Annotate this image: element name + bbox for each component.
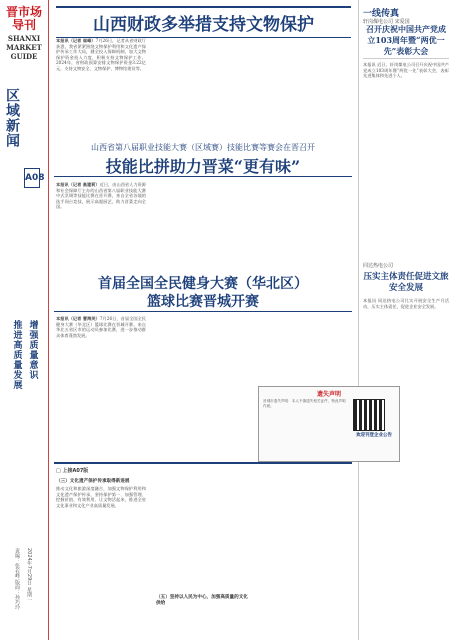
right-column (358, 0, 450, 640)
issue-date: 2024年7月29日 星期一 (26, 548, 32, 602)
item1-body: 本报讯 近日，轩岗煤电公司召开庆祝中国共产党成立103周年暨“两优一先”表彰大会，表彰先进集体和先进个人。 (363, 62, 449, 79)
slogan-line: 推进高质量发展 (11, 320, 22, 390)
main-column (50, 0, 355, 640)
article1-title: 山西财政多举措支持文物保护 (56, 6, 351, 38)
article3-text: 7月26日，首届全国全民健身大赛（华北区）篮球比赛在晋城开赛。来自华北五省区市的运动员参加比赛，进一步推动群众体育蓬勃发展。 (56, 316, 146, 338)
article1-text: 7月26日，记者从省财政厅获悉，我省紧紧围绕文物保护利用和文化遗产保护传承工作大局，健全投入保障机制，加大文物保护资金投入力度，积极支持文物保护工作。2024年，省财政预算安排文物保护资金3.22亿元，支持文物安全、文物保护、博物馆建设等。 (56, 38, 146, 71)
editor-credit: 责编：张若峰 版面：孙巧玲 (14, 548, 20, 610)
divider (54, 311, 352, 312)
page-number: A08 (24, 168, 40, 188)
article3-title-line1: 首届全国全民健身大赛（华北区） (98, 276, 308, 292)
article2-subtitle: 山西省第八届职业技能大赛（区域赛）技能比赛等赛会在晋召开 (91, 143, 315, 152)
item2-body: 本报讯 同达热电公司扎实开展安全生产月活动，压实主体责任，促进企业安全发展。 (363, 298, 449, 309)
article2-byline: 本报讯（记者 高建莉） (56, 182, 100, 187)
column-tag: 一线传真 (363, 9, 400, 19)
article2-title: 技能比拼助力晋菜“更有味” (105, 157, 301, 176)
divider (54, 176, 352, 177)
article4-subhead: （五）坚持以人民为中心，加强高质量的文化供给 (156, 595, 248, 606)
section-title: 区域新闻 (4, 88, 20, 148)
left-sidebar (0, 0, 49, 640)
ad-heading: 遗失声明 (316, 391, 341, 398)
item1-title: 召开庆祝中国共产党成立103周年暨“两优一先”表彰大会 (366, 24, 446, 56)
article3-title-line2: 篮球比赛晋城开赛 (147, 294, 259, 310)
qr-code-icon (353, 399, 385, 431)
article2-text: 近日，由山西省人力资源和社会保障厅主办的山西省第八届职业技能大赛中式烹调等技能比赛在晋开赛，来自全省各地的选手同台竞技，展示高超厨艺，助力晋菜走向全国。 (56, 182, 146, 210)
divider (363, 58, 449, 59)
slogan-line: 增强质量意识 (27, 320, 38, 380)
article2-body (56, 182, 146, 266)
divider (54, 462, 352, 464)
item2-source: 同达热电公司 (363, 263, 394, 269)
masthead-sub: SHANXI MARKET GUIDE (6, 34, 42, 61)
slogan (10, 320, 40, 412)
article4-body: 推动文化和旅游深度融合，加强文物保护利用和文化遗产保护传承，坚持保护第一、加强管理、挖掘价值、有效利用、让文物活起来，推进全省文化事业和文化产业高质量发展。 (56, 486, 146, 508)
item2-title: 压实主体责任促进文旅安全发展 (363, 272, 449, 293)
masthead (2, 6, 46, 61)
article1-body (56, 38, 146, 134)
article3-byline: 本报讯（记者 曹海英） (56, 316, 100, 321)
article4-continuation: □ 上接A07版 (56, 468, 89, 474)
article1-byline: 本报讯（记者 崔峰） (56, 38, 96, 43)
ad-body: 晋城市遗失声明：本人不慎遗失相关证件，特此声明作废。 (263, 399, 346, 408)
ad-slogan: 欢迎刊登企业公告 (356, 433, 392, 438)
masthead-name: 晋市场导刊 (5, 5, 42, 32)
item1-source: 轩岗煤电公司 宋爱国 (363, 19, 410, 25)
notice-ad (258, 386, 400, 462)
article4-subhead: （三）文化遗产保护传承取得新进展 (56, 479, 130, 484)
article3-body (56, 316, 146, 456)
